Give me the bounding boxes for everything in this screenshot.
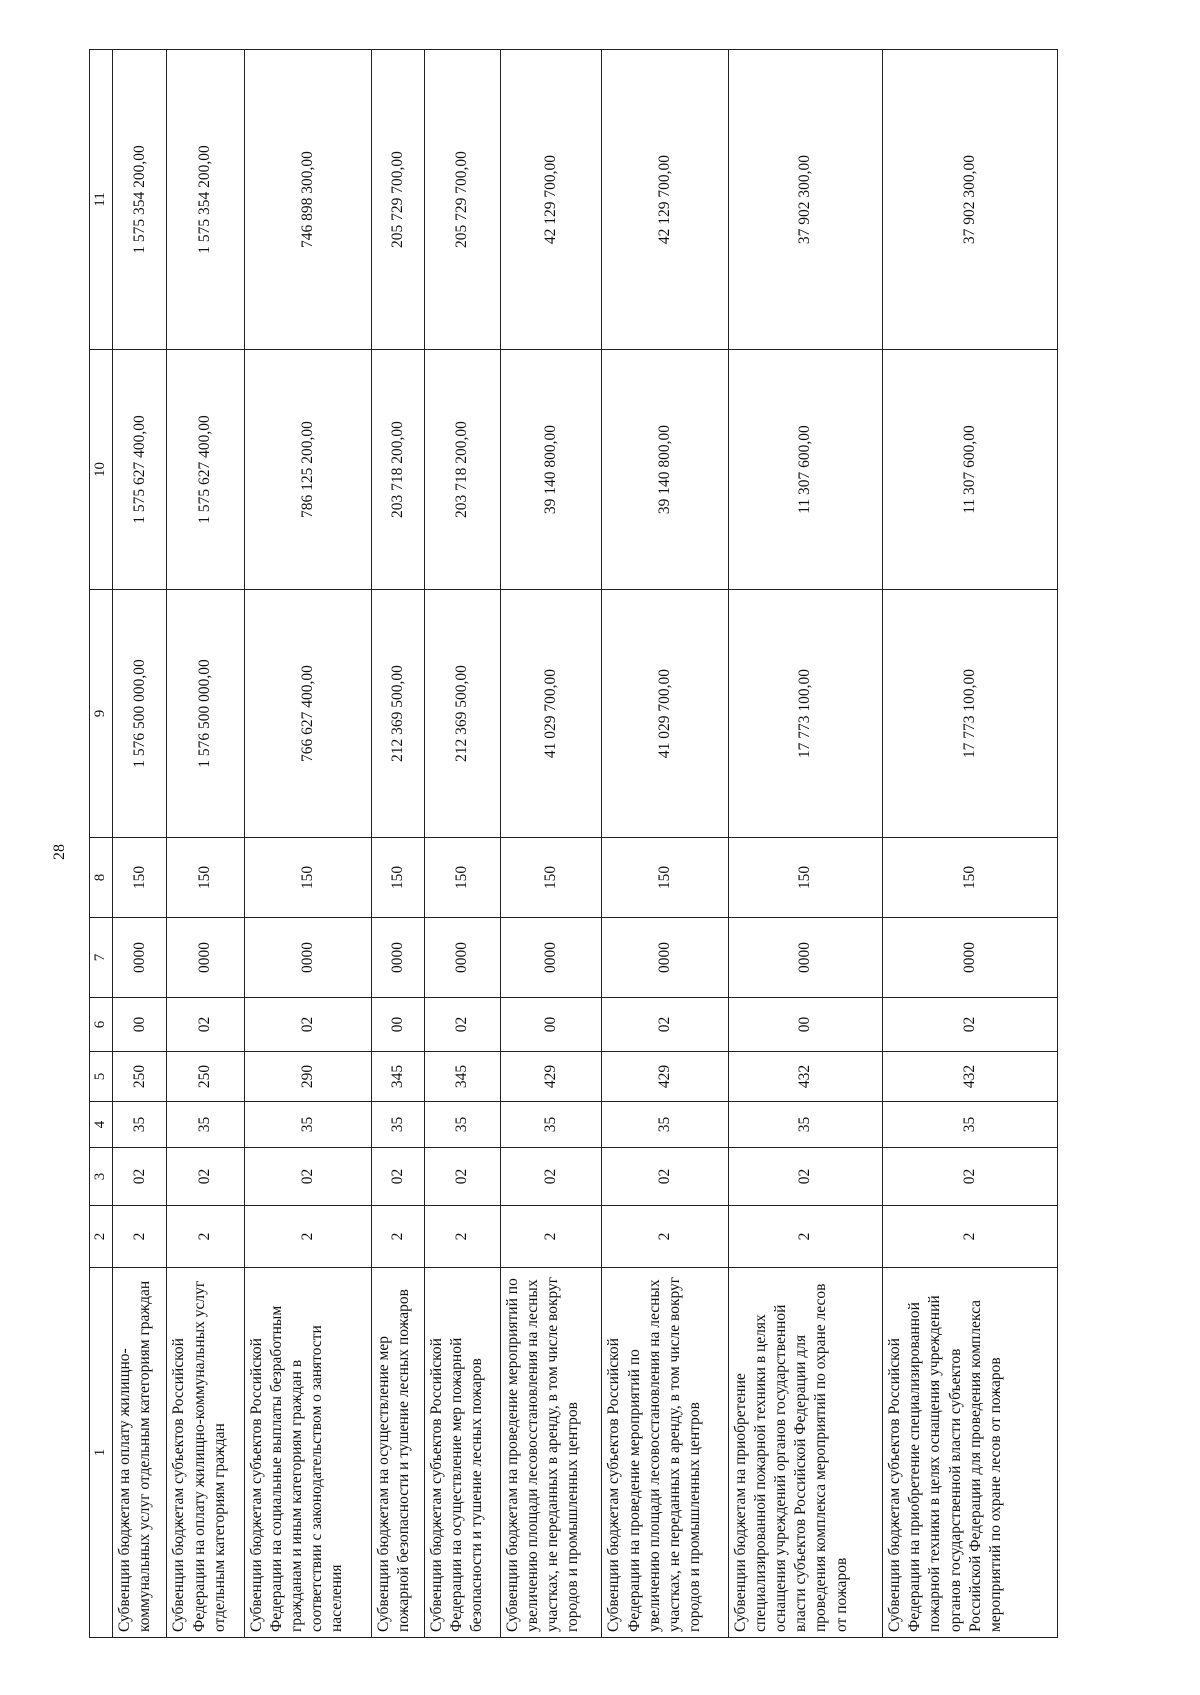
column-header: 8 [90, 838, 113, 918]
cell-col-6: 00 [728, 998, 882, 1052]
cell-col-5: 429 [602, 1052, 728, 1102]
table-row [500, 50, 602, 1638]
page-number: 28 [51, 844, 68, 860]
cell-col-4: 35 [372, 1102, 424, 1148]
cell-col-10: 11 307 600,00 [883, 350, 1058, 590]
cell-col-7: 0000 [167, 918, 244, 998]
cell-col-10: 39 140 800,00 [500, 350, 602, 590]
cell-col-11: 205 729 700,00 [424, 50, 500, 350]
cell-col-9: 1 576 500 000,00 [113, 590, 167, 838]
cell-col-11: 42 129 700,00 [602, 50, 728, 350]
table-row [602, 50, 728, 1638]
cell-col-5: 345 [372, 1052, 424, 1102]
budget-table [89, 49, 1058, 1638]
cell-col-3: 02 [113, 1148, 167, 1206]
cell-col-4: 35 [500, 1102, 602, 1148]
cell-col-2: 2 [883, 1206, 1058, 1268]
cell-col-7: 0000 [883, 918, 1058, 998]
cell-col-7: 0000 [728, 918, 882, 998]
row-description: Субвенции бюджетам субъектов Российской Федерации на оплату жилищно-коммунальных услуг отдельным категориям граждан [167, 1268, 244, 1638]
cell-col-2: 2 [244, 1206, 372, 1268]
row-description: Субвенции бюджетам субъектов Российской Федерации на социальные выплаты безработным гражданам и иным категориям граждан в соответствии с законодательством о занятости населения [244, 1268, 372, 1638]
cell-col-11: 42 129 700,00 [500, 50, 602, 350]
cell-col-10: 11 307 600,00 [728, 350, 882, 590]
cell-col-3: 02 [372, 1148, 424, 1206]
cell-col-10: 1 575 627 400,00 [167, 350, 244, 590]
table-row [424, 50, 500, 1638]
cell-col-10: 39 140 800,00 [602, 350, 728, 590]
column-header: 2 [90, 1206, 113, 1268]
cell-col-8: 150 [728, 838, 882, 918]
cell-col-7: 0000 [372, 918, 424, 998]
cell-col-4: 35 [602, 1102, 728, 1148]
cell-col-3: 02 [728, 1148, 882, 1206]
cell-col-6: 02 [883, 998, 1058, 1052]
cell-col-5: 345 [424, 1052, 500, 1102]
cell-col-2: 2 [500, 1206, 602, 1268]
table-row [244, 50, 372, 1638]
cell-col-9: 1 576 500 000,00 [167, 590, 244, 838]
cell-col-4: 35 [728, 1102, 882, 1148]
cell-col-11: 1 575 354 200,00 [113, 50, 167, 350]
cell-col-10: 786 125 200,00 [244, 350, 372, 590]
cell-col-10: 203 718 200,00 [372, 350, 424, 590]
cell-col-4: 35 [244, 1102, 372, 1148]
cell-col-10: 203 718 200,00 [424, 350, 500, 590]
cell-col-6: 00 [500, 998, 602, 1052]
cell-col-8: 150 [500, 838, 602, 918]
cell-col-7: 0000 [244, 918, 372, 998]
table-row [728, 50, 882, 1638]
column-header: 7 [90, 918, 113, 998]
cell-col-8: 150 [602, 838, 728, 918]
cell-col-5: 432 [728, 1052, 882, 1102]
cell-col-7: 0000 [602, 918, 728, 998]
cell-col-3: 02 [500, 1148, 602, 1206]
column-header: 3 [90, 1148, 113, 1206]
row-description: Субвенции бюджетам субъектов Российской Федерации на приобретение специализированной пожарной техники в целях оснащения учреждений органов государственной власти субъектов Российской Федерации для проведения комплекса мероприятий по охране лесов от пожаров [883, 1268, 1058, 1638]
table-row [883, 50, 1058, 1638]
column-header: 9 [90, 590, 113, 838]
cell-col-5: 290 [244, 1052, 372, 1102]
cell-col-9: 41 029 700,00 [602, 590, 728, 838]
cell-col-4: 35 [113, 1102, 167, 1148]
cell-col-4: 35 [883, 1102, 1058, 1148]
cell-col-8: 150 [113, 838, 167, 918]
cell-col-3: 02 [424, 1148, 500, 1206]
row-description: Субвенции бюджетам на осуществление мер пожарной безопасности и тушение лесных пожаров [372, 1268, 424, 1638]
cell-col-2: 2 [602, 1206, 728, 1268]
column-header: 5 [90, 1052, 113, 1102]
header-row [90, 50, 113, 1638]
table-row [372, 50, 424, 1638]
cell-col-10: 1 575 627 400,00 [113, 350, 167, 590]
column-header: 11 [90, 50, 113, 350]
cell-col-5: 432 [883, 1052, 1058, 1102]
cell-col-8: 150 [883, 838, 1058, 918]
cell-col-7: 0000 [500, 918, 602, 998]
column-header: 10 [90, 350, 113, 590]
cell-col-3: 02 [167, 1148, 244, 1206]
cell-col-6: 02 [424, 998, 500, 1052]
cell-col-9: 41 029 700,00 [500, 590, 602, 838]
table-row [167, 50, 244, 1638]
rotated-table-container [89, 50, 1058, 1638]
cell-col-11: 746 898 300,00 [244, 50, 372, 350]
cell-col-7: 0000 [113, 918, 167, 998]
cell-col-9: 212 369 500,00 [372, 590, 424, 838]
cell-col-8: 150 [424, 838, 500, 918]
cell-col-9: 212 369 500,00 [424, 590, 500, 838]
cell-col-5: 250 [113, 1052, 167, 1102]
cell-col-9: 17 773 100,00 [883, 590, 1058, 838]
cell-col-2: 2 [167, 1206, 244, 1268]
cell-col-3: 02 [602, 1148, 728, 1206]
cell-col-7: 0000 [424, 918, 500, 998]
cell-col-6: 02 [167, 998, 244, 1052]
cell-col-6: 00 [372, 998, 424, 1052]
cell-col-11: 1 575 354 200,00 [167, 50, 244, 350]
cell-col-3: 02 [883, 1148, 1058, 1206]
column-header: 1 [90, 1268, 113, 1638]
cell-col-2: 2 [424, 1206, 500, 1268]
cell-col-8: 150 [372, 838, 424, 918]
cell-col-11: 37 902 300,00 [883, 50, 1058, 350]
cell-col-11: 205 729 700,00 [372, 50, 424, 350]
row-description: Субвенции бюджетам на оплату жилищно-коммунальных услуг отдельным категориям граждан [113, 1268, 167, 1638]
cell-col-11: 37 902 300,00 [728, 50, 882, 350]
cell-col-3: 02 [244, 1148, 372, 1206]
table-row [113, 50, 167, 1638]
cell-col-8: 150 [167, 838, 244, 918]
cell-col-2: 2 [113, 1206, 167, 1268]
column-header: 4 [90, 1102, 113, 1148]
cell-col-6: 00 [113, 998, 167, 1052]
row-description: Субвенции бюджетам на приобретение специализированной пожарной техники в целях оснащения учреждений органов государственной власти субъектов Российской Федерации для проведения комплекса мероприятий по охране лесов от пожаров [728, 1268, 882, 1638]
cell-col-5: 429 [500, 1052, 602, 1102]
cell-col-6: 02 [244, 998, 372, 1052]
cell-col-9: 17 773 100,00 [728, 590, 882, 838]
cell-col-6: 02 [602, 998, 728, 1052]
row-description: Субвенции бюджетам субъектов Российской Федерации на проведение мероприятий по увеличению площади лесовосстановления на лесных участках, не переданных в аренду, в том числе вокруг городов и промышленных центров [602, 1268, 728, 1638]
cell-col-2: 2 [728, 1206, 882, 1268]
cell-col-5: 250 [167, 1052, 244, 1102]
column-header: 6 [90, 998, 113, 1052]
cell-col-9: 766 627 400,00 [244, 590, 372, 838]
cell-col-4: 35 [424, 1102, 500, 1148]
row-description: Субвенции бюджетам на проведение мероприятий по увеличению площади лесовосстановления на лесных участках, не переданных в аренду, в том числе вокруг городов и промышленных центров [500, 1268, 602, 1638]
cell-col-2: 2 [372, 1206, 424, 1268]
row-description: Субвенции бюджетам субъектов Российской Федерации на осуществление мер пожарной безопасности и тушение лесных пожаров [424, 1268, 500, 1638]
cell-col-4: 35 [167, 1102, 244, 1148]
cell-col-8: 150 [244, 838, 372, 918]
